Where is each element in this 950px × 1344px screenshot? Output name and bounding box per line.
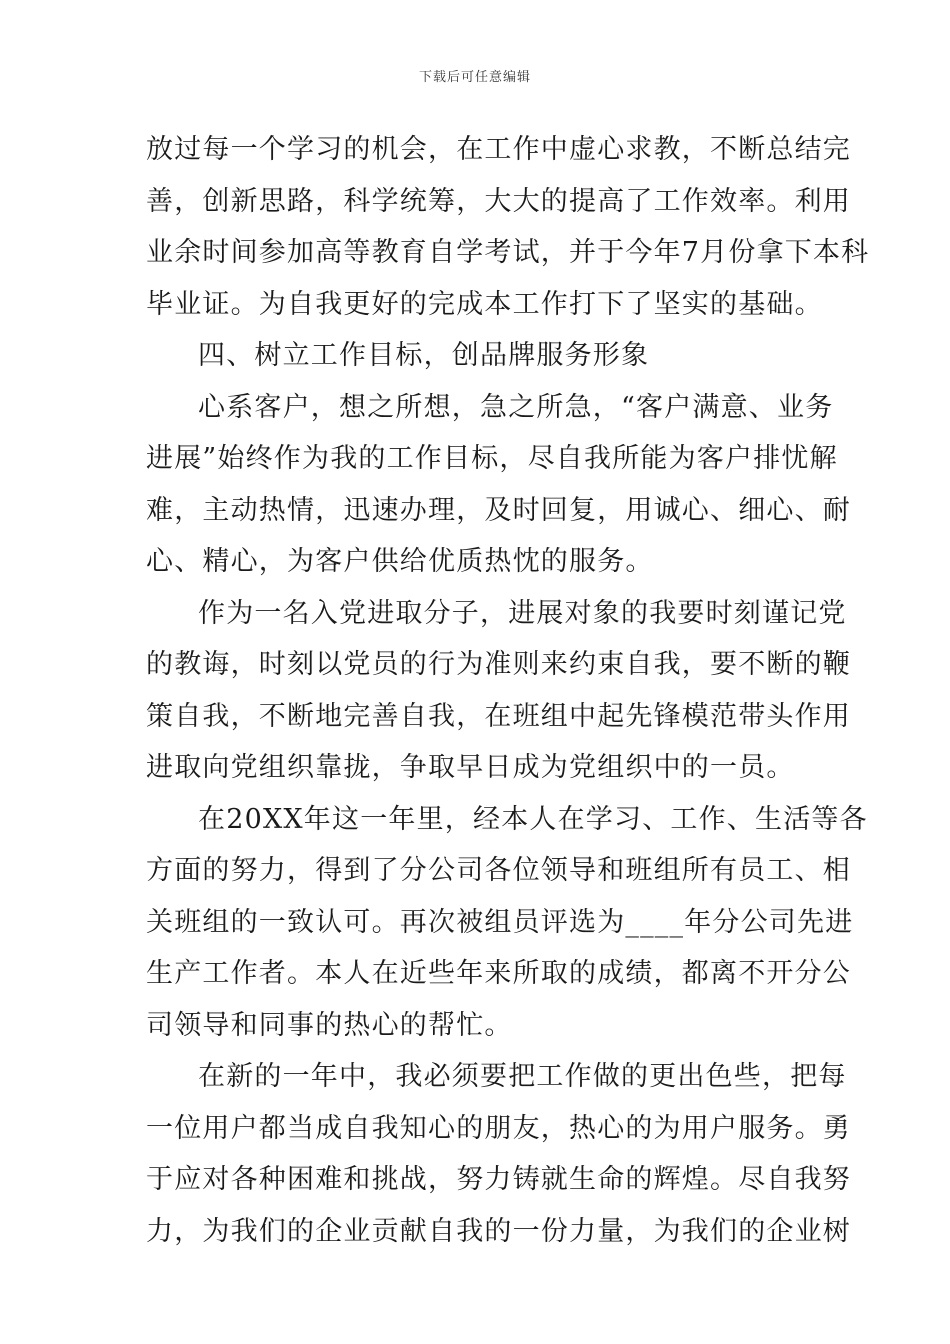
- text-line: 的教诲，时刻以党员的行为准则来约束自我，要不断的鞭: [146, 649, 851, 680]
- text-line: 进取向党组织靠拢，争取早日成为党组织中的一员。: [146, 752, 795, 783]
- section-heading: 四、树立工作目标，创品牌服务形象: [198, 340, 650, 371]
- text-line: 心系客户，想之所想，急之所急，“客户满意、业务: [198, 391, 834, 423]
- text-line: 司领导和同事的热心的帮忙。: [146, 1009, 513, 1041]
- text-line: 生产工作者。本人在近些年来所取的成绩，都离不开分公: [146, 958, 851, 989]
- text-line: 善，创新思路，科学统筹，大大的提高了工作效率。利用: [146, 185, 851, 217]
- text-line: 策自我，不断地完善自我，在班组中起先锋模范带头作用: [146, 700, 851, 732]
- text-line: 作为一名入党进取分子，进展对象的我要时刻谨记党: [198, 597, 847, 629]
- text-line: 关班组的一致认可。再次被组员评选为____年分公司先进: [146, 906, 854, 938]
- text-line: 在新的一年中，我必须要把工作做的更出色些，把每: [198, 1061, 847, 1092]
- text-line: 于应对各种困难和挑战，努力铸就生命的辉煌。尽自我努: [146, 1164, 851, 1195]
- text-line: 方面的努力，得到了分公司各位领导和班组所有员工、相: [146, 855, 851, 886]
- text-line: 进展”始终作为我的工作目标，尽自我所能为客户排忧解: [146, 443, 838, 474]
- text-line: 力，为我们的企业贡献自我的一份力量，为我们的企业树: [146, 1215, 851, 1247]
- text-line: 一位用户都当成自我知心的朋友，热心的为用户服务。勇: [146, 1112, 851, 1144]
- page-header: 下载后可任意编辑: [418, 70, 531, 85]
- text-line: 放过每一个学习的机会，在工作中虚心求教，不断总结完: [146, 134, 851, 165]
- text-line: 心、精心，为客户供给优质热忱的服务。: [146, 546, 654, 577]
- text-line: 业余时间参加高等教育自学考试，并于今年7月份拿下本科: [146, 237, 870, 268]
- text-line: 难，主动热情，迅速办理，及时回复，用诚心、细心、耐: [146, 494, 851, 526]
- text-line: 在20XX年这一年里，经本人在学习、工作、生活等各: [198, 803, 868, 835]
- text-line: 毕业证。为自我更好的完成本工作打下了坚实的基础。: [146, 288, 823, 320]
- document-body: [146, 124, 870, 1257]
